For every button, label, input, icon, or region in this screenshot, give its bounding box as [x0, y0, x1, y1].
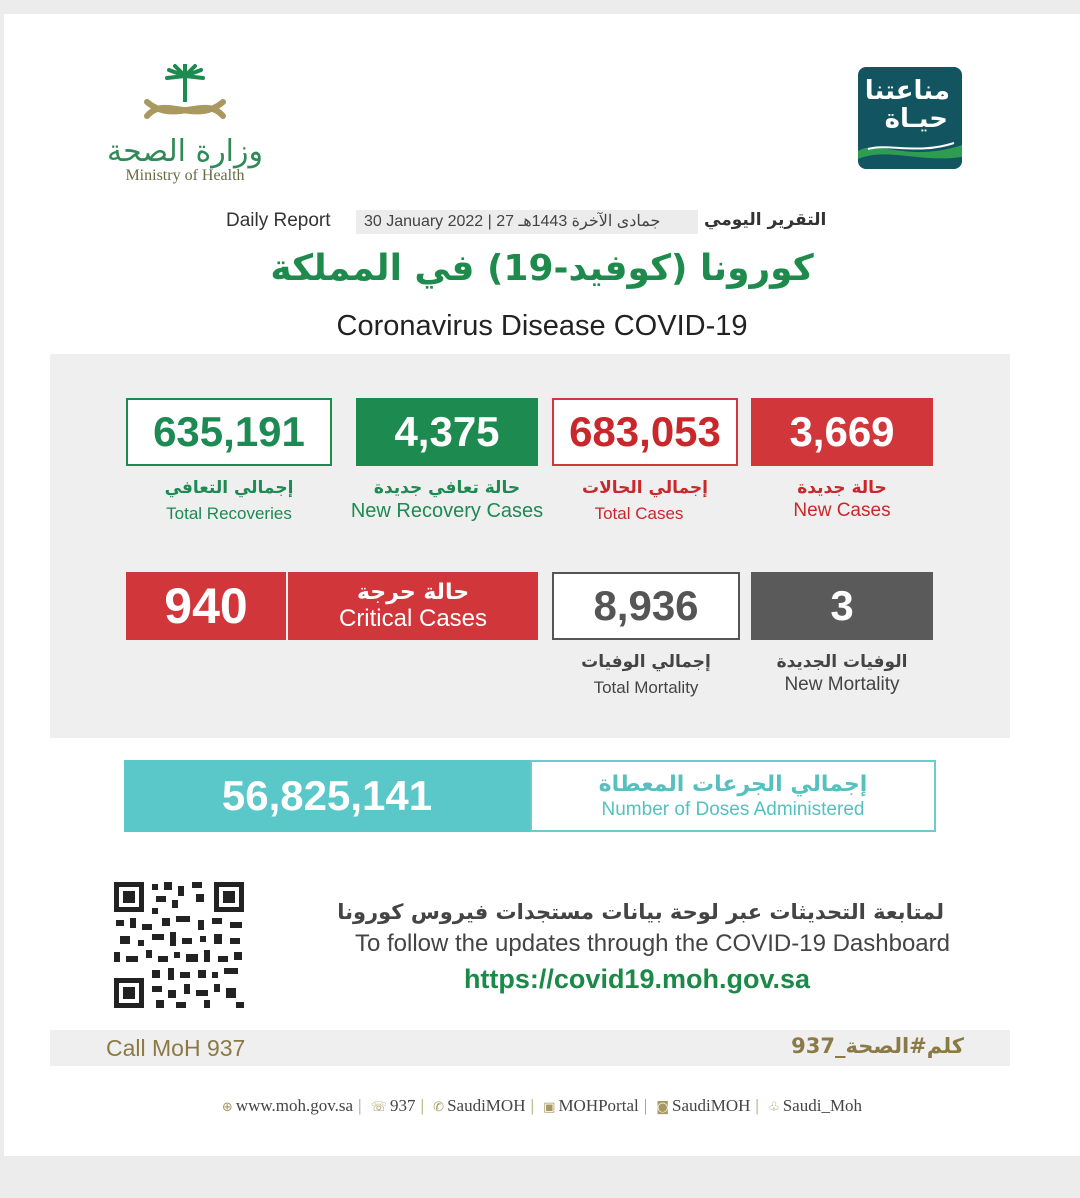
total-recoveries-label-ar: إجمالي التعافي	[164, 478, 294, 498]
report-page	[4, 14, 1080, 1156]
hayat-line2: حيـاة	[884, 104, 948, 134]
youtube-icon: ▣	[543, 1100, 556, 1115]
critical-cases-label	[288, 572, 538, 640]
new-mortality-label-en: New Mortality	[784, 674, 900, 695]
total-mortality-label-en: Total Mortality	[593, 678, 699, 697]
page-title-ar: كورونا (كوفيد-19) في المملكة	[270, 248, 814, 289]
total-cases-label-ar: إجمالي الحالات	[582, 478, 708, 498]
qr-code[interactable]	[112, 880, 246, 1010]
hashtag-text: كلم#الصحة_937	[791, 1034, 964, 1058]
doses-label-en: Number of Doses Administered	[601, 799, 865, 820]
total-cases-label-en: Total Cases	[594, 504, 684, 523]
globe-icon: ⊕	[221, 1100, 233, 1115]
separator: |	[420, 1096, 424, 1115]
snapchat-link[interactable]: Saudi_Moh	[782, 1096, 863, 1115]
critical-cases-label-ar: حالة حرجة	[356, 580, 470, 605]
call-bar	[50, 1030, 1010, 1066]
new-recoveries-label-ar: حالة تعافي جديدة	[373, 478, 521, 498]
instagram-icon: ◙	[656, 1100, 669, 1115]
new-cases-label-ar: حالة جديدة	[797, 478, 887, 498]
wave-icon	[858, 137, 962, 163]
new-recoveries-label-en: New Recovery Cases	[350, 500, 544, 522]
call-moh-text: Call MoH 937	[106, 1035, 246, 1061]
immunity-campaign-logo	[858, 67, 962, 169]
separator: |	[530, 1096, 534, 1115]
separator: |	[643, 1096, 648, 1115]
phone-icon: ☏	[370, 1100, 388, 1115]
new-mortality-label-ar: الوفيات الجديدة	[776, 652, 908, 672]
report-line	[4, 210, 1080, 236]
doses-label-ar: إجمالي الجرعات المعطاة	[598, 772, 868, 797]
new-recoveries-value: 4,375	[356, 398, 538, 466]
separator: |	[358, 1096, 362, 1115]
qr-code-icon	[112, 880, 246, 1010]
total-recoveries-value: 635,191	[126, 398, 332, 466]
youtube-link[interactable]: MOHPortal	[558, 1096, 639, 1115]
follow-text-en: To follow the updates through the COVID-19 Dashboard	[354, 930, 950, 957]
phone-link[interactable]: 937	[390, 1096, 416, 1115]
new-cases-value: 3,669	[751, 398, 933, 466]
critical-cases-label-en: Critical Cases	[338, 605, 488, 632]
footer-links	[4, 1096, 1080, 1116]
moh-name-en: Ministry of Health	[125, 167, 245, 184]
twitter-icon: ✆	[433, 1100, 445, 1115]
follow-text-ar: لمتابعة التحديثات عبر لوحة بيانات مستجدات فيروس كورونا	[337, 900, 944, 924]
daily-report-label: Daily Report	[226, 210, 331, 231]
palm-swords-icon	[125, 64, 245, 132]
twitter-link[interactable]: SaudiMOH	[447, 1096, 526, 1115]
total-recoveries-label-en: Total Recoveries	[166, 504, 292, 523]
snapchat-icon: ♧	[768, 1100, 780, 1115]
total-mortality-value: 8,936	[552, 572, 740, 640]
moh-name-ar: وزارة الصحة	[107, 134, 263, 169]
dashboard-link[interactable]: https://covid19.moh.gov.sa	[463, 964, 810, 994]
total-cases-value: 683,053	[552, 398, 738, 466]
total-mortality-label-ar: إجمالي الوفيات	[581, 652, 711, 672]
daily-report-label-ar: التقرير اليومي	[704, 210, 827, 230]
critical-cases-value: 940	[126, 572, 286, 640]
separator: |	[755, 1096, 759, 1115]
hayat-line1: مناعتنا	[864, 76, 950, 106]
doses-value: 56,825,141	[124, 760, 530, 832]
instagram-link[interactable]: SaudiMOH	[672, 1096, 751, 1115]
report-date: 30 January 2022 | 27 جمادى الآخرة 1443هـ	[356, 210, 698, 234]
website-link[interactable]: www.moh.gov.sa	[235, 1096, 354, 1115]
moh-logo	[100, 64, 270, 204]
doses-label	[530, 760, 936, 832]
new-cases-label-en: New Cases	[793, 500, 891, 521]
new-mortality-value: 3	[751, 572, 933, 640]
page-title-en: Coronavirus Disease COVID-19	[336, 310, 748, 342]
